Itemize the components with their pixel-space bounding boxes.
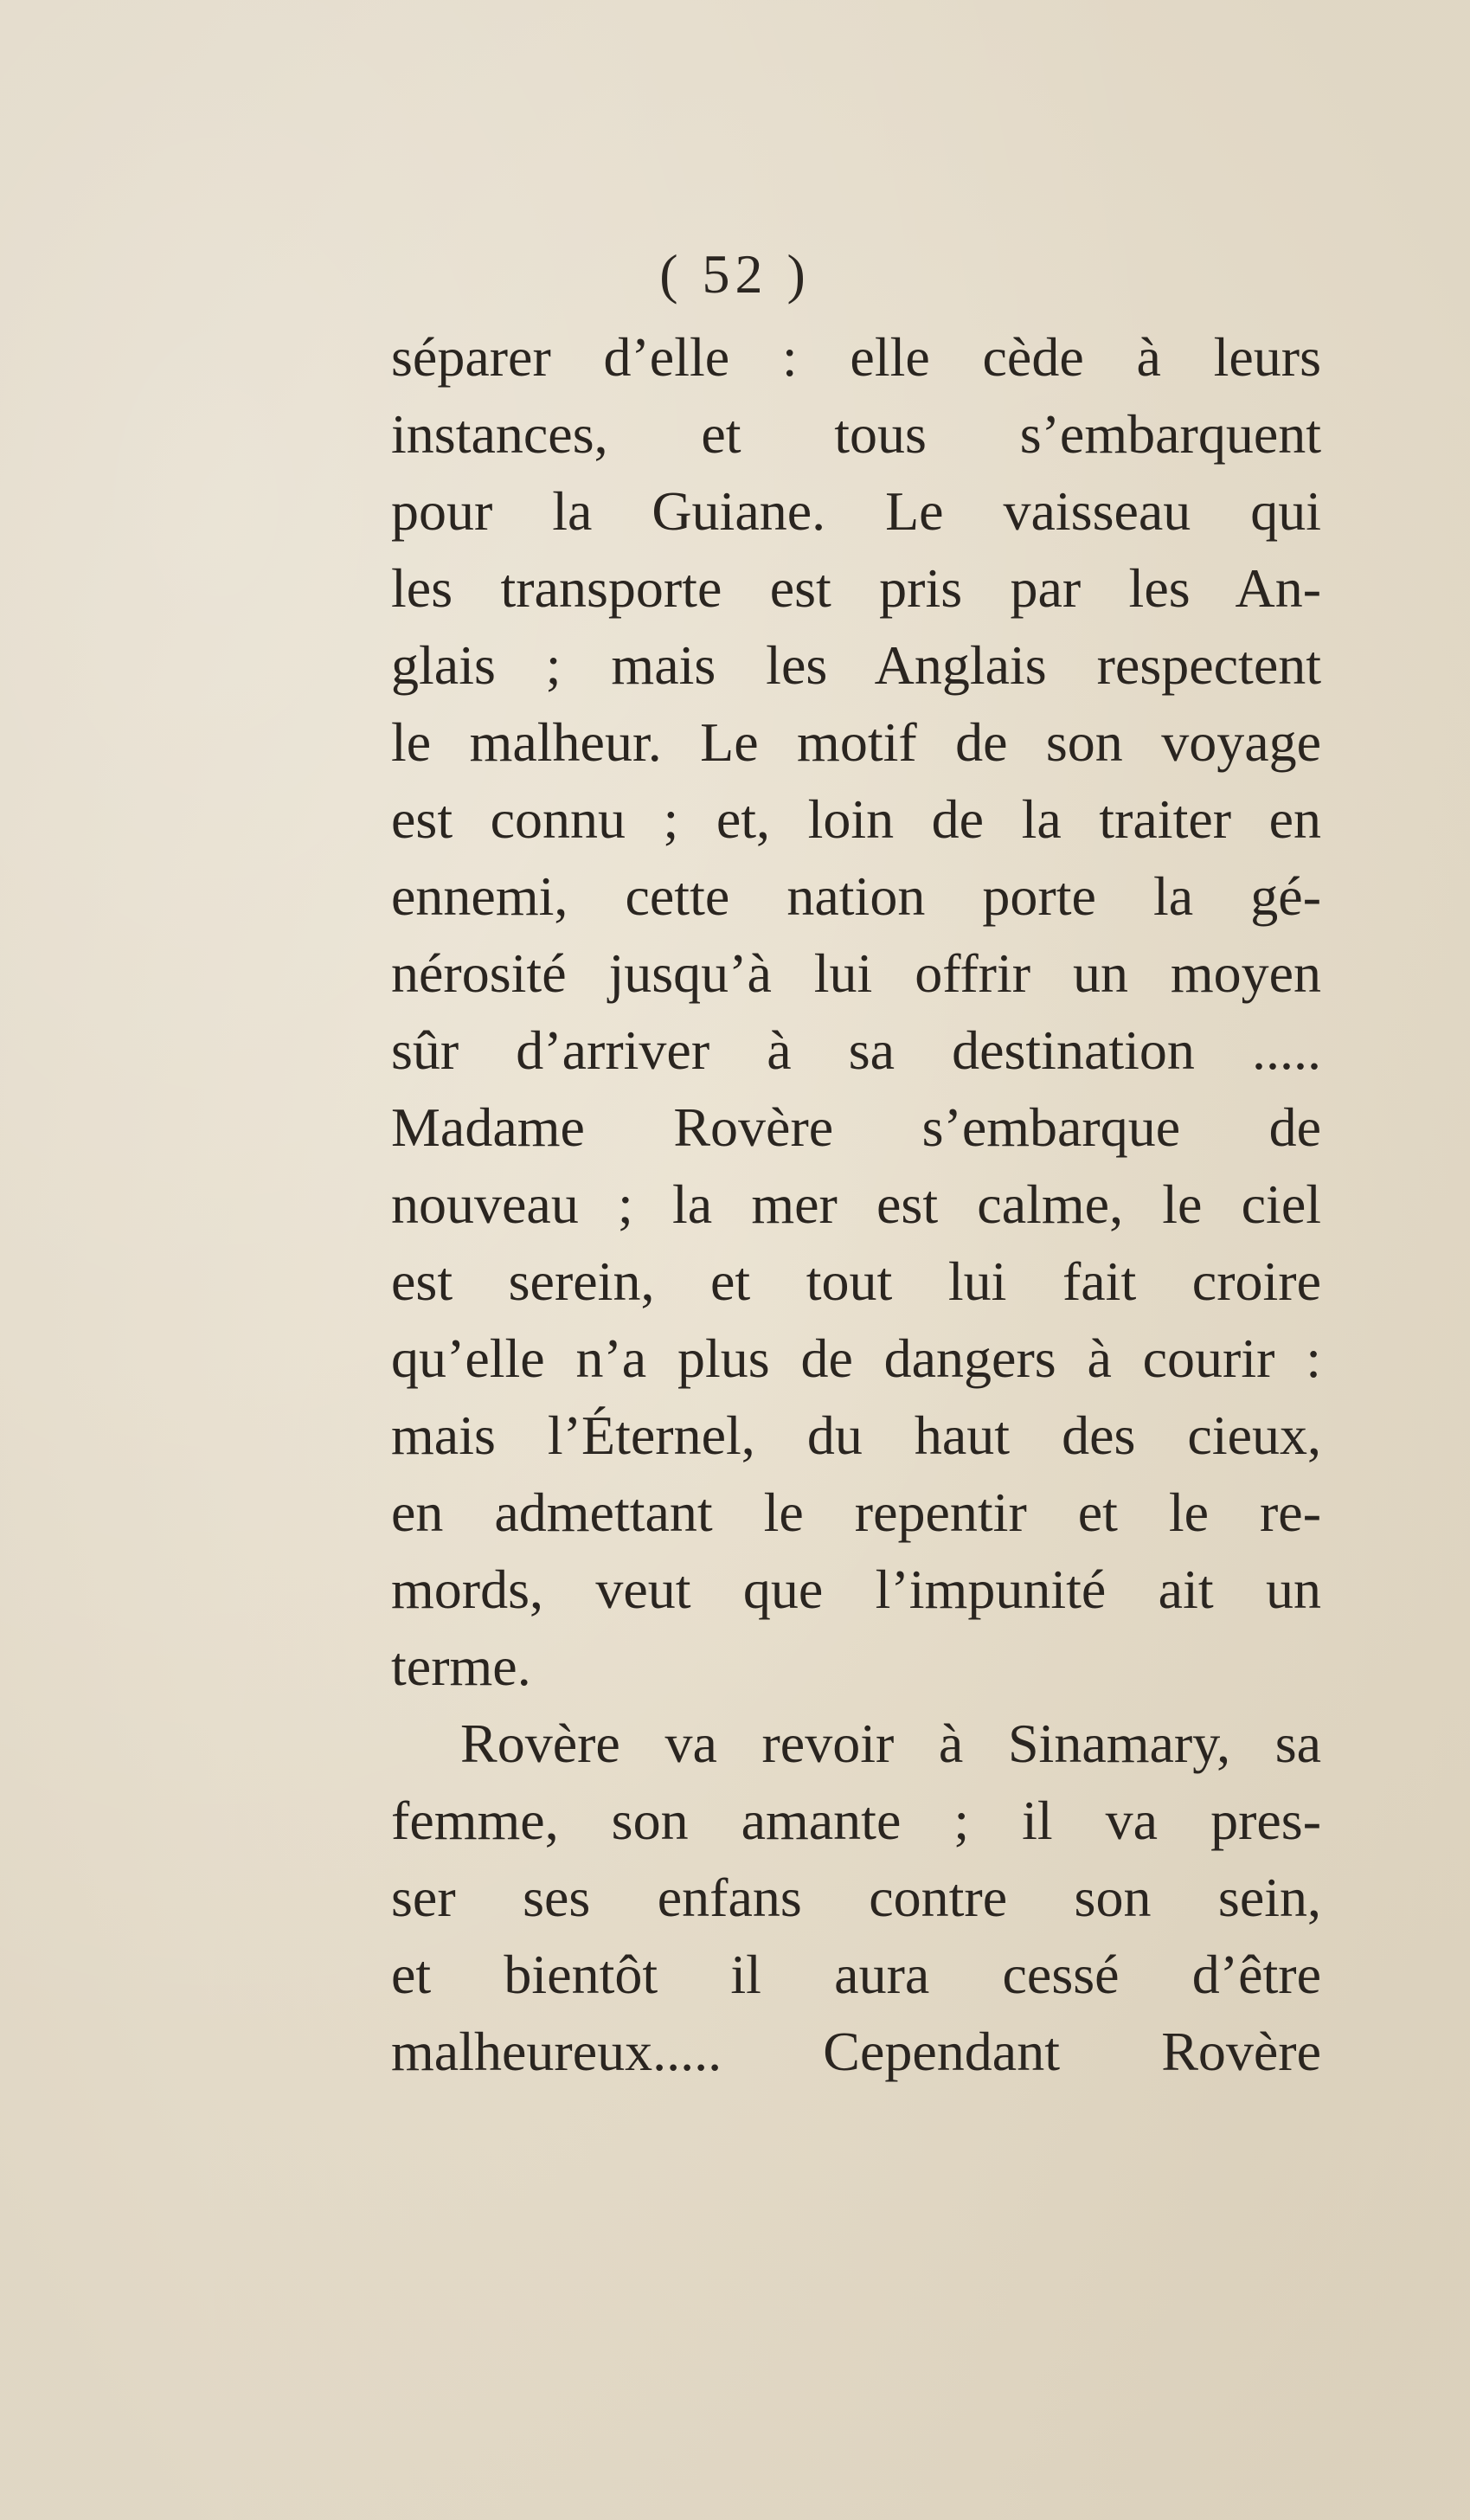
text-line: mais l’Éternel, du haut des cieux, <box>391 1405 1321 1466</box>
body-text <box>391 318 1321 2090</box>
text-line: sûr d’arriver à sa destination ..... <box>391 1019 1321 1081</box>
page-number: ( 52 ) <box>659 243 811 305</box>
text-line: en admettant le repentir et le re- <box>391 1482 1321 1543</box>
text-line: glais ; mais les Anglais respectent <box>391 634 1321 696</box>
text-line: et bientôt il aura cessé d’être <box>391 1944 1321 2005</box>
text-line: ser ses enfans contre son sein, <box>391 1867 1321 1928</box>
text-line: femme, son amante ; il va pres- <box>391 1790 1321 1851</box>
text-line-paragraph-end: terme. <box>391 1636 531 1697</box>
text-line-paragraph-start: Rovère va revoir à Sinamary, sa <box>460 1713 1321 1774</box>
text-line: ennemi, cette nation porte la gé- <box>391 865 1321 927</box>
text-line: malheureux..... Cependant Rovère <box>391 2021 1321 2082</box>
text-line: nouveau ; la mer est calme, le ciel <box>391 1173 1321 1235</box>
text-line: instances, et tous s’embarquent <box>391 403 1321 465</box>
text-line: est serein, et tout lui fait croire <box>391 1250 1321 1312</box>
text-line: qu’elle n’a plus de dangers à courir : <box>391 1328 1321 1389</box>
text-line: est connu ; et, loin de la traiter en <box>391 788 1321 850</box>
text-line: les transporte est pris par les An- <box>391 557 1321 619</box>
text-line: Madame Rovère s’embarque de <box>391 1096 1321 1158</box>
text-line: nérosité jusqu’à lui offrir un moyen <box>391 942 1321 1004</box>
text-line: pour la Guiane. Le vaisseau qui <box>391 480 1321 542</box>
text-line: séparer d’elle : elle cède à leurs <box>391 326 1321 388</box>
text-line: le malheur. Le motif de son voyage <box>391 711 1321 773</box>
text-line: mords, veut que l’impunité ait un <box>391 1559 1321 1620</box>
